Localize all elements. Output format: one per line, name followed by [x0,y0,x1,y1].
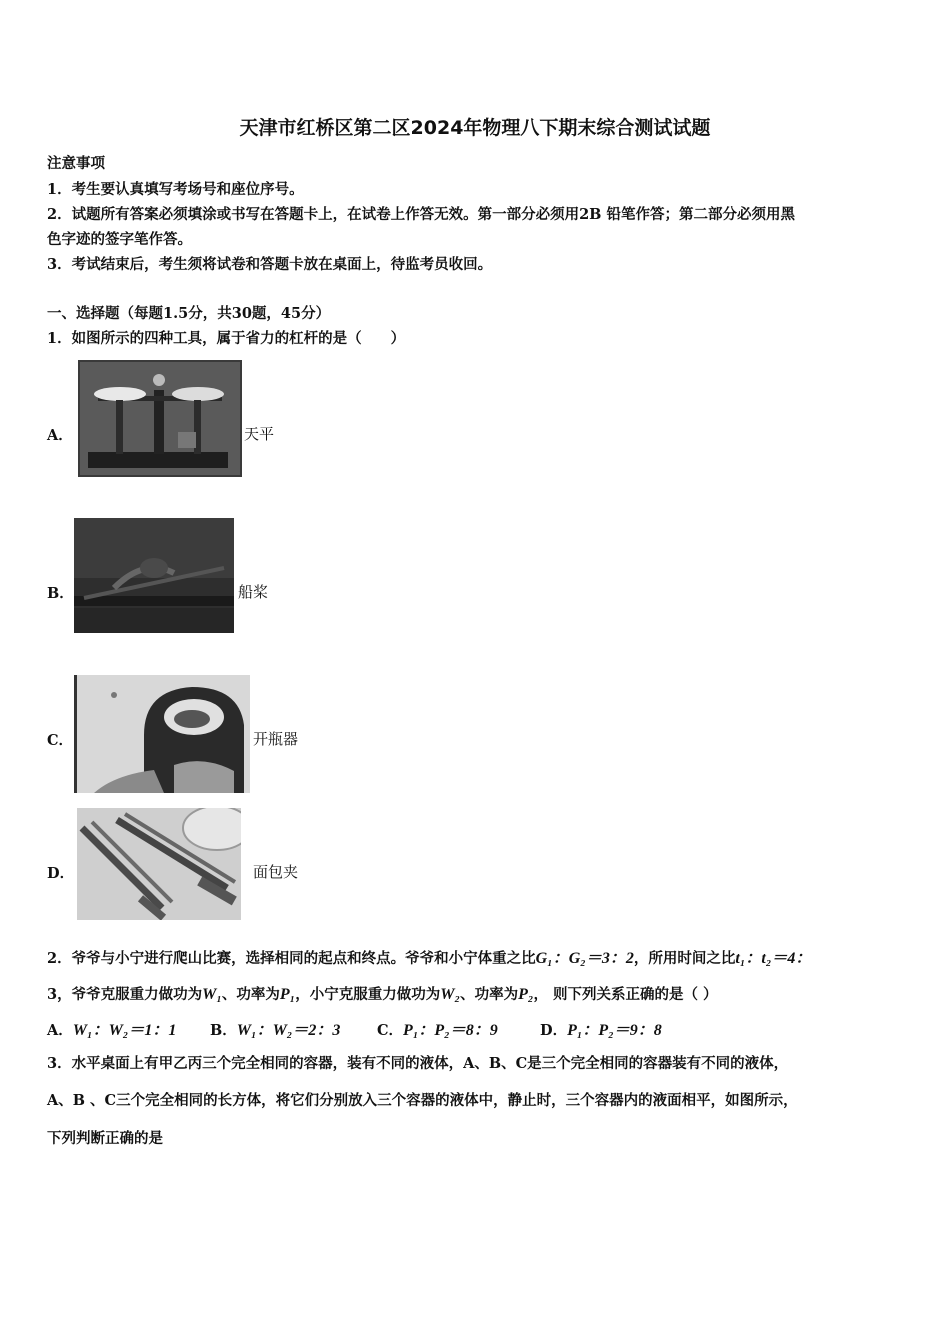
question-2-line-2 [47,983,718,1004]
notice-item: 2．试题所有答案必须填涂或书写在答题卡上，在试卷上作答无效。第一部分必须用2B 铅笔作答；第二部分必须用黑 [47,206,795,223]
question-3-line: 下列判断正确的是 [47,1130,163,1147]
q2-text: 2．爷爷与小宁进行爬山比赛，选择相同的起点和终点。爷爷和小宁体重之比 [47,950,536,967]
boat-oar-photo [74,518,234,633]
q1-option-d-letter: D． [47,865,75,882]
q2-text: ， 则下列关系正确的是（ ） [533,986,718,1003]
q2-symbol: P₁ [279,986,296,1003]
question-3-line: 3．水平桌面上有甲乙丙三个完全相同的容器，装有不同的液体，A、B、C是三个完全相同的容器装有不同的液体， [47,1055,789,1072]
q2-option-text: W₁：W₂＝2：3 [236,1022,341,1039]
q2-option-a [47,1017,176,1040]
notice-item: 3．考试结束后，考生须将试卷和答题卡放在桌面上，待监考员收回。 [47,256,493,273]
q2-option-letter: A． [47,1022,73,1039]
notice-item: 色字迹的签字笔作答。 [47,231,192,248]
q2-text: ，所用时间之比 [633,950,736,967]
q2-option-d [540,1017,662,1040]
bread-tongs-photo [77,808,241,920]
page-title: 天津市红桥区第二区2024年物理八下期末综合测试试题 [239,117,711,139]
q2-option-letter: D． [540,1022,568,1039]
q1-option-b-caption: 船桨 [238,583,269,601]
q1-option-b-letter: B． [47,585,74,602]
q2-text: ，小宁克服重力做功为 [295,986,441,1003]
q2-ratio-g: G₁：G₂＝3：2 [535,950,634,967]
q2-symbol: W₁ [202,986,222,1003]
q1-option-c-caption: 开瓶器 [253,730,299,748]
q2-option-text: P₁：P₂＝8：9 [403,1022,498,1039]
q2-text: 、功率为 [460,986,519,1003]
notice-heading: 注意事项 [47,155,105,172]
q2-option-c [377,1017,498,1040]
question-2-line-1 [47,945,811,968]
notice-item: 1．考生要认真填写考场号和座位序号。 [47,181,304,198]
q2-symbol: P₂ [518,986,534,1003]
q1-option-a-letter: A． [47,427,73,444]
q1-option-a-caption: 天平 [244,425,275,443]
question-3-line: A、B 、C三个完全相同的长方体，将它们分别放入三个容器的液体中，静止时，三个容器内的液面相平，如图所示， [47,1092,798,1109]
q2-option-text: P₁：P₂＝9：8 [567,1022,662,1039]
q1-option-d-caption: 面包夹 [253,863,299,881]
q2-ratio-t: t₁：t₂＝4： [735,950,812,967]
bottle-opener-photo [74,675,250,793]
balance-scale-photo [78,360,242,477]
q2-option-letter: C． [377,1022,404,1039]
question-1-stem: 1．如图所示的四种工具，属于省力的杠杆的是（ ） [47,330,406,347]
q2-option-text: W₁：W₂＝1：1 [72,1022,177,1039]
q2-option-b [210,1017,340,1040]
q2-text: 3，爷爷克服重力做功为 [47,986,203,1003]
q2-symbol: W₂ [440,986,461,1003]
q2-text: 、功率为 [221,986,280,1003]
q2-option-letter: B． [210,1022,237,1039]
q1-option-c-letter: C． [47,732,74,749]
section-heading: 一、选择题（每题1.5分，共30题，45分） [47,305,331,322]
